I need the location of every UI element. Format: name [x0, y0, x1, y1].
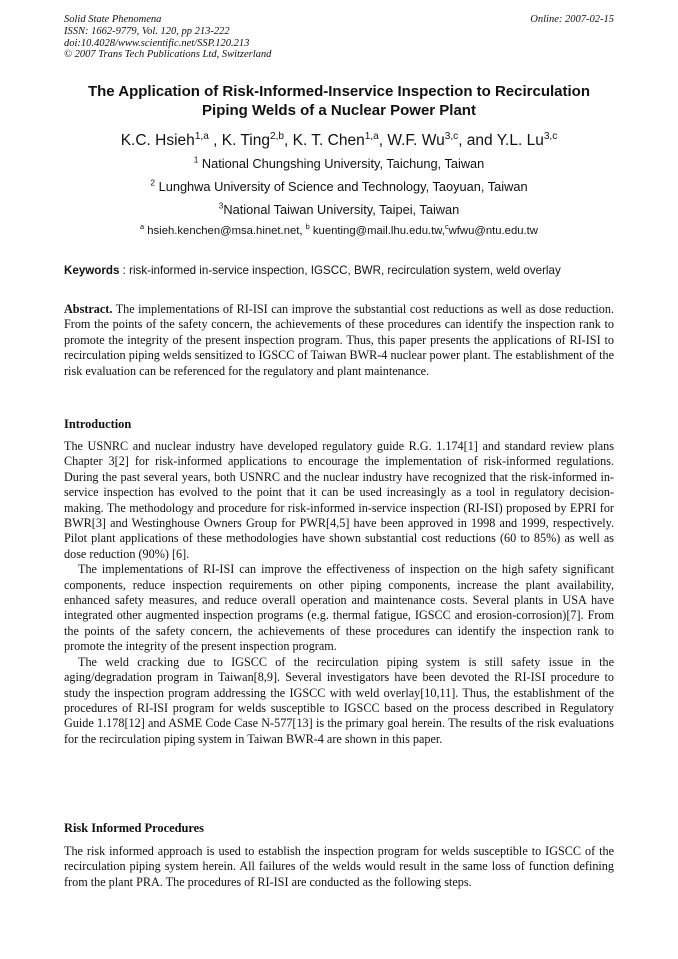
section-heading-introduction: Introduction — [64, 417, 132, 431]
abstract-label: Abstract. — [64, 302, 113, 316]
author: Y.L. Lu$^{3,c}$ — [496, 130, 558, 149]
email-c[interactable]: wfwu@ntu.edu.tw — [448, 225, 538, 237]
title-line-1: The Application of Risk-Informed-Inservice Inspection to Recirculation — [87, 83, 591, 100]
keywords-text: : risk-informed in-service inspection, IGSCC, BWR, recirculation system, weld overlay — [119, 264, 561, 277]
keywords-label: Keywords — [64, 264, 120, 277]
author: K.C. Hsieh$^{1,a}$ , — [120, 130, 222, 149]
doi-line: doi:10.4028/www.scientific.net/SSP.120.213 — [64, 37, 250, 49]
email-a[interactable]: hsieh.kenchen@msa.hinet.net, — [144, 225, 306, 237]
copyright-line: © 2007 Trans Tech Publications Ltd, Switzerland — [64, 49, 272, 61]
abstract-text: The implementations of RI-ISI can improve the substantial cost reductions as well as dose reduction. From the points of the safety concern, the achievements of these procedures can identify the inspection rank to promote the integrity of the present inspection program. Thus, this paper presents the applications of RI-ISI to recirculation piping welds sensitized to IGSCC of Taiwan BWR-4 nuclear power plant. The establishment of the risk evaluation can be referenced for the regulatory and plant maintenance. — [64, 302, 614, 378]
affiliation-1: $^1$ National Chungshing University, Taichung, Taiwan — [193, 154, 485, 171]
author: K. T. Chen$^{1,a}$, — [292, 130, 388, 149]
intro-paragraph-1: The USNRC and nuclear industry have developed regulatory guide R.G. 1.174[1] and standard review plans Chapter 3[2] for risk-informed applications to encourage the implementation of risk-informed regulations. During the past several years, both USNRC and the nuclear industry have recognized that the risk-informed in-service inspection has evolved to the point that it can be used increasingly as a tool in regulatory decision-making. The methodology and procedure for risk-informed in-service inspection (RI-ISI) proposed by EPRI for BWR[3] and Westinghouse Owners Group for PWR[4,5] have been approved in 1998 and 1999, respectively. Pilot plant applications of these methodologies have shown substantial cost reductions (60 to 85%) as well as dose reduction (90%) [6]. — [64, 439, 614, 561]
issn-line: ISSN: 1662-9779, Vol. 120, pp 213-222 — [64, 25, 230, 37]
abstract — [64, 302, 614, 379]
author: W.F. Wu$^{3,c}$, and — [387, 130, 497, 149]
intro-paragraph-2: The implementations of RI-ISI can improve the effectiveness of inspection on the high safety significant components, reduce inspection requirements on other piping components, increase the plant availability, enhanced safety measures, and reduce overall operation and maintenance costs. Several plants in USA have integrated other augmented inspection programs (e.g. thermal fatigue, IGSCC and erosion-corrosion)[7]. From the points of the safety concern, the achievements of these procedures can identify the inspection rank to promote the integrity of the present inspection program. — [64, 562, 614, 654]
affiliation-2: $^2$ Lunghwa University of Science and Technology, Taoyuan, Taiwan — [150, 177, 528, 194]
intro-paragraph-3: The weld cracking due to IGSCC of the recirculation piping system is still safety issue in the aging/degradation program in Taiwan[8,9]. Several investigators have been devoted the RI-ISI procedure to study the inspection program addressing the IGSCC with weld overlay[10,11]. Thus, the establishment of the procedures of RI-ISI program for welds susceptible to IGSCC based on the process described in Regulatory Guide 1.178[12] and ASME Code Case N-577[13] is the primary goal herein. The results of the risk evaluations for the recirculation piping system in Taiwan BWR-4 are shown in this paper. — [64, 654, 614, 746]
email-b[interactable]: kuenting@mail.lhu.edu.tw, — [309, 225, 445, 237]
author-list — [64, 131, 614, 151]
introduction-body — [64, 439, 614, 747]
paper-title — [64, 82, 614, 120]
procedures-paragraph-1: The risk informed approach is used to establish the inspection program for welds susceptible to IGSCC of the recirculation piping system herein. All failures of the welds would result in the same loss of function defining from the plant PRA. The procedures of RI-ISI are conducted as the following steps. — [64, 844, 614, 889]
section-heading-procedures: Risk Informed Procedures — [64, 821, 204, 835]
journal-info — [64, 14, 271, 61]
title-line-2: Piping Welds of a Nuclear Power Plant — [202, 102, 476, 119]
journal-name: Solid State Phenomena — [64, 14, 162, 25]
online-date: Online: 2007-02-15 — [530, 14, 614, 25]
author-emails: $^a$ hsieh.kenchen@msa.hinet.net, $^b$ kuenting@mail.lhu.edu.tw,$^c$wfwu@ntu.edu.tw — [140, 222, 538, 237]
author: K. Ting$^{2,b}$, — [221, 130, 293, 149]
keywords — [64, 263, 614, 278]
affiliation-3: $^3$National Taiwan University, Taipei, Taiwan — [218, 200, 460, 217]
